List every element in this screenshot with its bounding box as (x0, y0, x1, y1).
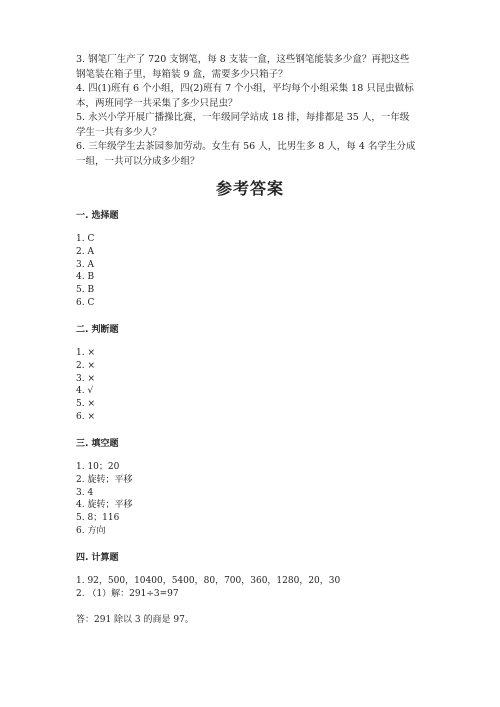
list-item: 2. A (76, 246, 94, 257)
list-item: 3. × (76, 373, 95, 384)
section-true-false (76, 324, 426, 424)
list-item: 5. 8；116 (76, 513, 120, 524)
list-item: 5. × (76, 399, 95, 410)
list-item: 1. × (76, 348, 95, 358)
problem-line: 学生一共有多少人？ (76, 126, 162, 138)
section-calculation (76, 552, 426, 601)
answers-title: 参考答案 (215, 179, 284, 198)
answer-list (76, 233, 426, 310)
list-item: 6. C (76, 297, 95, 308)
section-multiple-choice (76, 210, 426, 310)
list-item: 1. C (76, 234, 95, 244)
problem-line: 4. 四(1)班有 6 个小组，四(2)班有 7 个小组，平均每个小组采集 18 只昆虫做标 (76, 83, 414, 94)
section-heading: 二. 判断题 (76, 325, 119, 335)
list-item: 4. √ (76, 386, 94, 397)
word-problems (76, 53, 428, 169)
list-item: 2. 旋转；平移 (76, 474, 133, 485)
final-answer: 答：291 除以 3 的商是 97。 (76, 615, 194, 625)
problem-line: 本，两班同学一共采集了多少只昆虫？ (76, 97, 238, 109)
problem-line: 一组，一共可以分成多少组？ (76, 155, 200, 167)
problem-line: 钢笔装在箱子里，每箱装 9 盒，需要多少只箱子？ (76, 68, 288, 80)
answer-list (76, 461, 426, 538)
section-heading: 三. 填空题 (76, 439, 119, 449)
list-item: 2. × (76, 360, 95, 371)
section-fill-in (76, 438, 426, 538)
list-item: 6. 方向 (76, 525, 106, 536)
list-item: 6. × (76, 411, 95, 422)
list-item: 3. A (76, 259, 94, 270)
answer-list (76, 575, 426, 601)
problem-line: 5. 永兴小学开展广播操比赛，一年级同学站成 18 排，每排都是 35 人，一年级 (76, 112, 410, 123)
list-item: 4. 旋转；平移 (76, 500, 133, 511)
list-item: 2. （1）解：291÷3=97 (76, 588, 179, 599)
problem-line: 6. 三年级学生去茶园参加劳动。女生有 56 人，比男生多 8 人，每 4 名学生分成 (76, 141, 416, 152)
list-item: 1. 10；20 (76, 462, 120, 472)
answer-list (76, 347, 426, 424)
list-item: 3. 4 (76, 487, 94, 498)
list-item: 1. 92，500，10400，5400，80，700，360，1280，20，30 (76, 576, 341, 586)
section-heading: 四. 计算题 (76, 553, 119, 563)
problem-line: 3. 钢笔厂生产了 720 支钢笔，每 8 支装一盒，这些钢笔能装多少盒？再把这些 (76, 54, 410, 65)
list-item: 5. B (76, 285, 95, 296)
list-item: 4. B (76, 272, 95, 283)
section-heading: 一. 选择题 (76, 211, 119, 221)
